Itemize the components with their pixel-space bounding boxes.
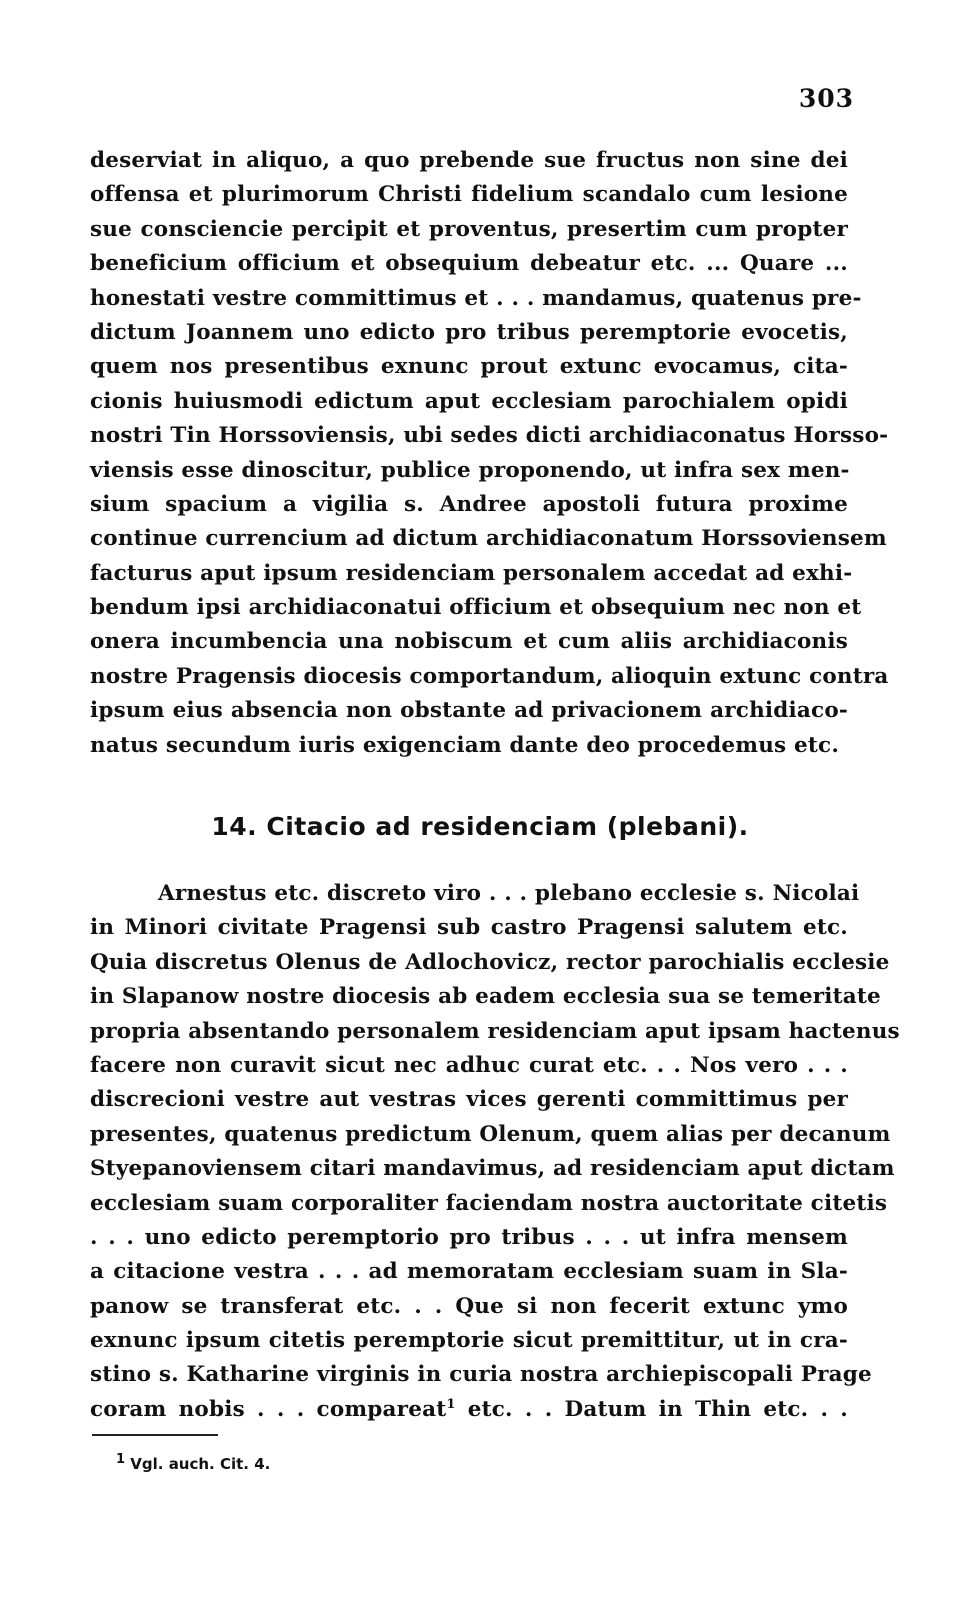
section-heading: 14. Citacio ad residenciam (plebani). [211,812,749,841]
text-line: stino s. Katharine virginis in curia nostra archiepiscopali Prage [90,1362,872,1388]
text-line: honestati vestre committimus et . . . mandamus, quatenus pre- [90,285,862,311]
text-segment: etc. . . Datum in Thin etc. . . [455,1396,848,1422]
paragraph-continuation [90,144,889,763]
footnote [116,1452,271,1473]
text-line: facturus aput ipsum residenciam personalem accedat ad exhi- [90,560,853,586]
text-line: exnunc ipsum citetis peremptorie sicut premittitur, ut in cra- [90,1328,848,1354]
text-line: onera incumbencia una nobiscum et cum aliis archidiaconis [90,629,848,655]
text-line: cionis huiusmodi edictum aput ecclesiam parochialem opidi [90,388,848,414]
footnote-text: Vgl. auch. Cit. 4. [130,1455,271,1473]
text-line: Quia discretus Olenus de Adlochovicz, rector parochialis ecclesie [90,949,890,975]
paragraph-citation [90,877,900,1427]
text-line: a citacione vestra . . . ad memoratam ecclesiam suam in Sla- [90,1259,848,1285]
text-segment: coram nobis . . . compareat [90,1396,447,1422]
text-line: Styepanoviensem citari mandavimus, ad residenciam aput dictam [90,1156,895,1182]
text-line: quem nos presentibus exnunc prout extunc evocamus, cita- [90,354,848,380]
footnote-mark: 1 [116,1452,126,1467]
text-line: panow se transferat etc. . . Que si non fecerit extunc ymo [90,1293,848,1319]
text-line: bendum ipsi archidiaconatui officium et obsequium nec non et [90,595,862,621]
text-line: ipsum eius absencia non obstante ad privacionem archidiaco- [90,698,848,724]
page-number: 303 [798,84,854,113]
text-line: Arnestus etc. discreto viro . . . plebano ecclesie s. Nicolai [158,881,860,906]
text-line: nostre Pragensis diocesis comportandum, alioquin extunc contra [90,663,889,689]
text-line-with-footnote [90,1393,848,1427]
text-line: sium spacium a vigilia s. Andree apostoli futura proxime [90,491,848,517]
text-line: deserviat in aliquo, a quo prebende sue fructus non sine dei [90,148,848,173]
text-line: offensa et plurimorum Christi fidelium scandalo cum lesione [90,182,848,208]
text-line: in Slapanow nostre diocesis ab eadem ecclesia sua se temeritate [90,984,881,1010]
text-line: dictum Joannem uno edicto pro tribus peremptorie evocetis, [90,319,848,345]
text-line: in Minori civitate Pragensi sub castro Pragensi salutem etc. [90,915,848,941]
text-line: discrecioni vestre aut vestras vices gerenti committimus per [90,1087,848,1113]
text-line: propria absentando personalem residenciam aput ipsam hactenus [90,1018,900,1044]
text-line: natus secundum iuris exigenciam dante deo procedemus etc. [90,732,840,758]
text-line: nostri Tin Horssoviensis, ubi sedes dicti archidiaconatus Horsso- [90,423,889,449]
text-line: viensis esse dinoscitur, publice proponendo, ut infra sex men- [90,457,850,483]
text-line: sue consciencie percipit et proventus, presertim cum propter [90,216,848,242]
text-line: . . . uno edicto peremptorio pro tribus . . . ut infra mensem [90,1224,848,1250]
text-line: ecclesiam suam corporaliter faciendam nostra auctoritate citetis [90,1190,888,1216]
text-line: presentes, quatenus predictum Olenum, quem alias per decanum [90,1121,891,1147]
text-line: beneficium officium et obsequium debeatur etc. ... Quare ... [90,251,848,277]
footnote-reference: 1 [446,1396,456,1412]
footnote-separator [92,1434,218,1436]
text-line: facere non curavit sicut nec adhuc curat etc. . . Nos vero . . . [90,1052,848,1078]
text-line: continue currencium ad dictum archidiaconatum Horssoviensem [90,526,887,552]
